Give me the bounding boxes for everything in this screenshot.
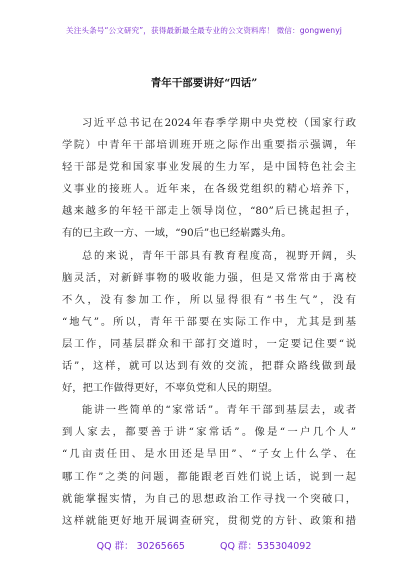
text-line: 就能掌握实情，为自己的思想政治工作寻找一个突破口，	[62, 492, 356, 505]
text-line: 脑灵活，对新鲜事物的吸收能力强，但是又常常由于离校	[62, 271, 356, 284]
footer-contacts	[0, 538, 408, 552]
text-line: 义事业的接班人。近年来，在各级党组织的精心培养下，	[62, 183, 356, 196]
paragraph-1	[62, 112, 356, 245]
qq-group-1: QQ 群： 30265665	[96, 541, 185, 552]
text-line: 好，把工作做得更好，不辜负党和人民的期望。	[62, 382, 279, 395]
text-line: 总的来说，青年干部具有教育程度高，视野开阔，头	[82, 249, 356, 262]
qq-group-2: QQ 群：535304092	[220, 541, 312, 552]
text-line: 话”，这样，就可以达到有效的交流，把群众路线做到最	[62, 360, 356, 373]
text-line: 哪工作”之类的问题，都能跟老百姓们说上话，说到一起	[62, 470, 356, 483]
text-line: “几亩责任田、是水田还是旱田”、“子女上什么学、在	[62, 448, 356, 461]
document-body	[62, 112, 356, 532]
text-line: 不久，没有参加工作，所以显得很有“书生气”，没有	[62, 293, 356, 306]
text-line: 学院）中青年干部培训班开班之际作出重要指示强调，年	[62, 139, 356, 152]
text-line: 这样就能更好地开展调查研究，贯彻党的方针、政策和措	[62, 514, 356, 527]
text-line: 越来越多的年轻干部走上领导岗位，“80”后已挑起担子，	[62, 205, 356, 218]
text-line: 能讲一些简单的“家常话”。青年干部到基层去，或者	[82, 404, 356, 417]
paragraph-3	[62, 399, 356, 532]
text-line: 有的已主政一方、一域，“90后”也已经崭露头角。	[62, 227, 292, 240]
text-line: 习近平总书记在2024年春季学期中央党校（国家行政	[82, 117, 356, 129]
text-line: 层工作，同基层群众和干部打交道时，一定要记住要“说	[62, 337, 356, 350]
text-line: 轻干部是党和国家事业发展的生力军，是中国特色社会主	[62, 161, 356, 174]
text-line: 到人家去，都要善于讲“家常话”。像是“一户几个人”	[62, 426, 356, 439]
paragraph-2	[62, 245, 356, 400]
text-line: “地气”。所以，青年干部要在实际工作中，尤其是到基	[62, 315, 356, 328]
document-title: 青年干部要讲好“四话”	[150, 77, 258, 89]
header-notice: 关注头条号“公文研究”，获得最新最全最专业的公文资料库！ 微信：gongwenyj	[66, 26, 342, 35]
